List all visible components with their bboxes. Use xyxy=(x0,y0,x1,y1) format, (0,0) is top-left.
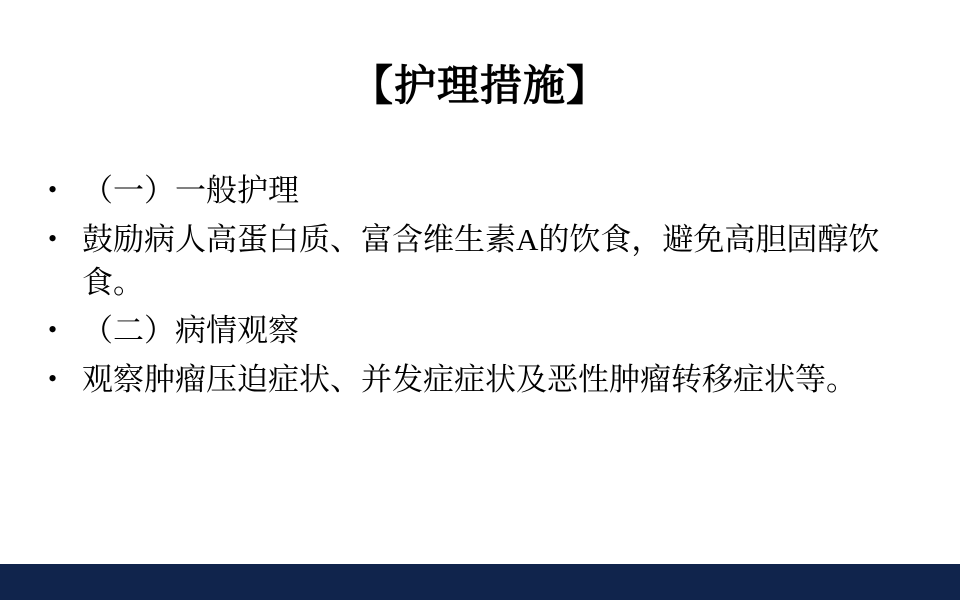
list-item xyxy=(48,219,914,305)
list-item-text: 观察肿瘤压迫症状、并发症症状及恶性肿瘤转移症状等。 xyxy=(82,362,857,398)
list-item xyxy=(48,310,914,353)
bullet-icon: • xyxy=(48,364,58,394)
bullet-icon: • xyxy=(48,175,58,204)
bullet-icon: • xyxy=(48,223,58,253)
list-item xyxy=(48,170,914,213)
list-item-text: （一）一般护理 xyxy=(82,173,299,208)
bullet-list xyxy=(48,170,914,408)
footer-bar xyxy=(0,564,960,600)
list-item-text: （二）病情观察 xyxy=(82,313,299,349)
list-item xyxy=(48,359,914,402)
list-item-text: 鼓励病人高蛋白质、富含维生素A的饮食，避免高胆固醇饮食。 xyxy=(82,221,880,300)
bullet-icon: • xyxy=(48,315,58,345)
slide-title: 【护理措施】 xyxy=(350,64,609,110)
